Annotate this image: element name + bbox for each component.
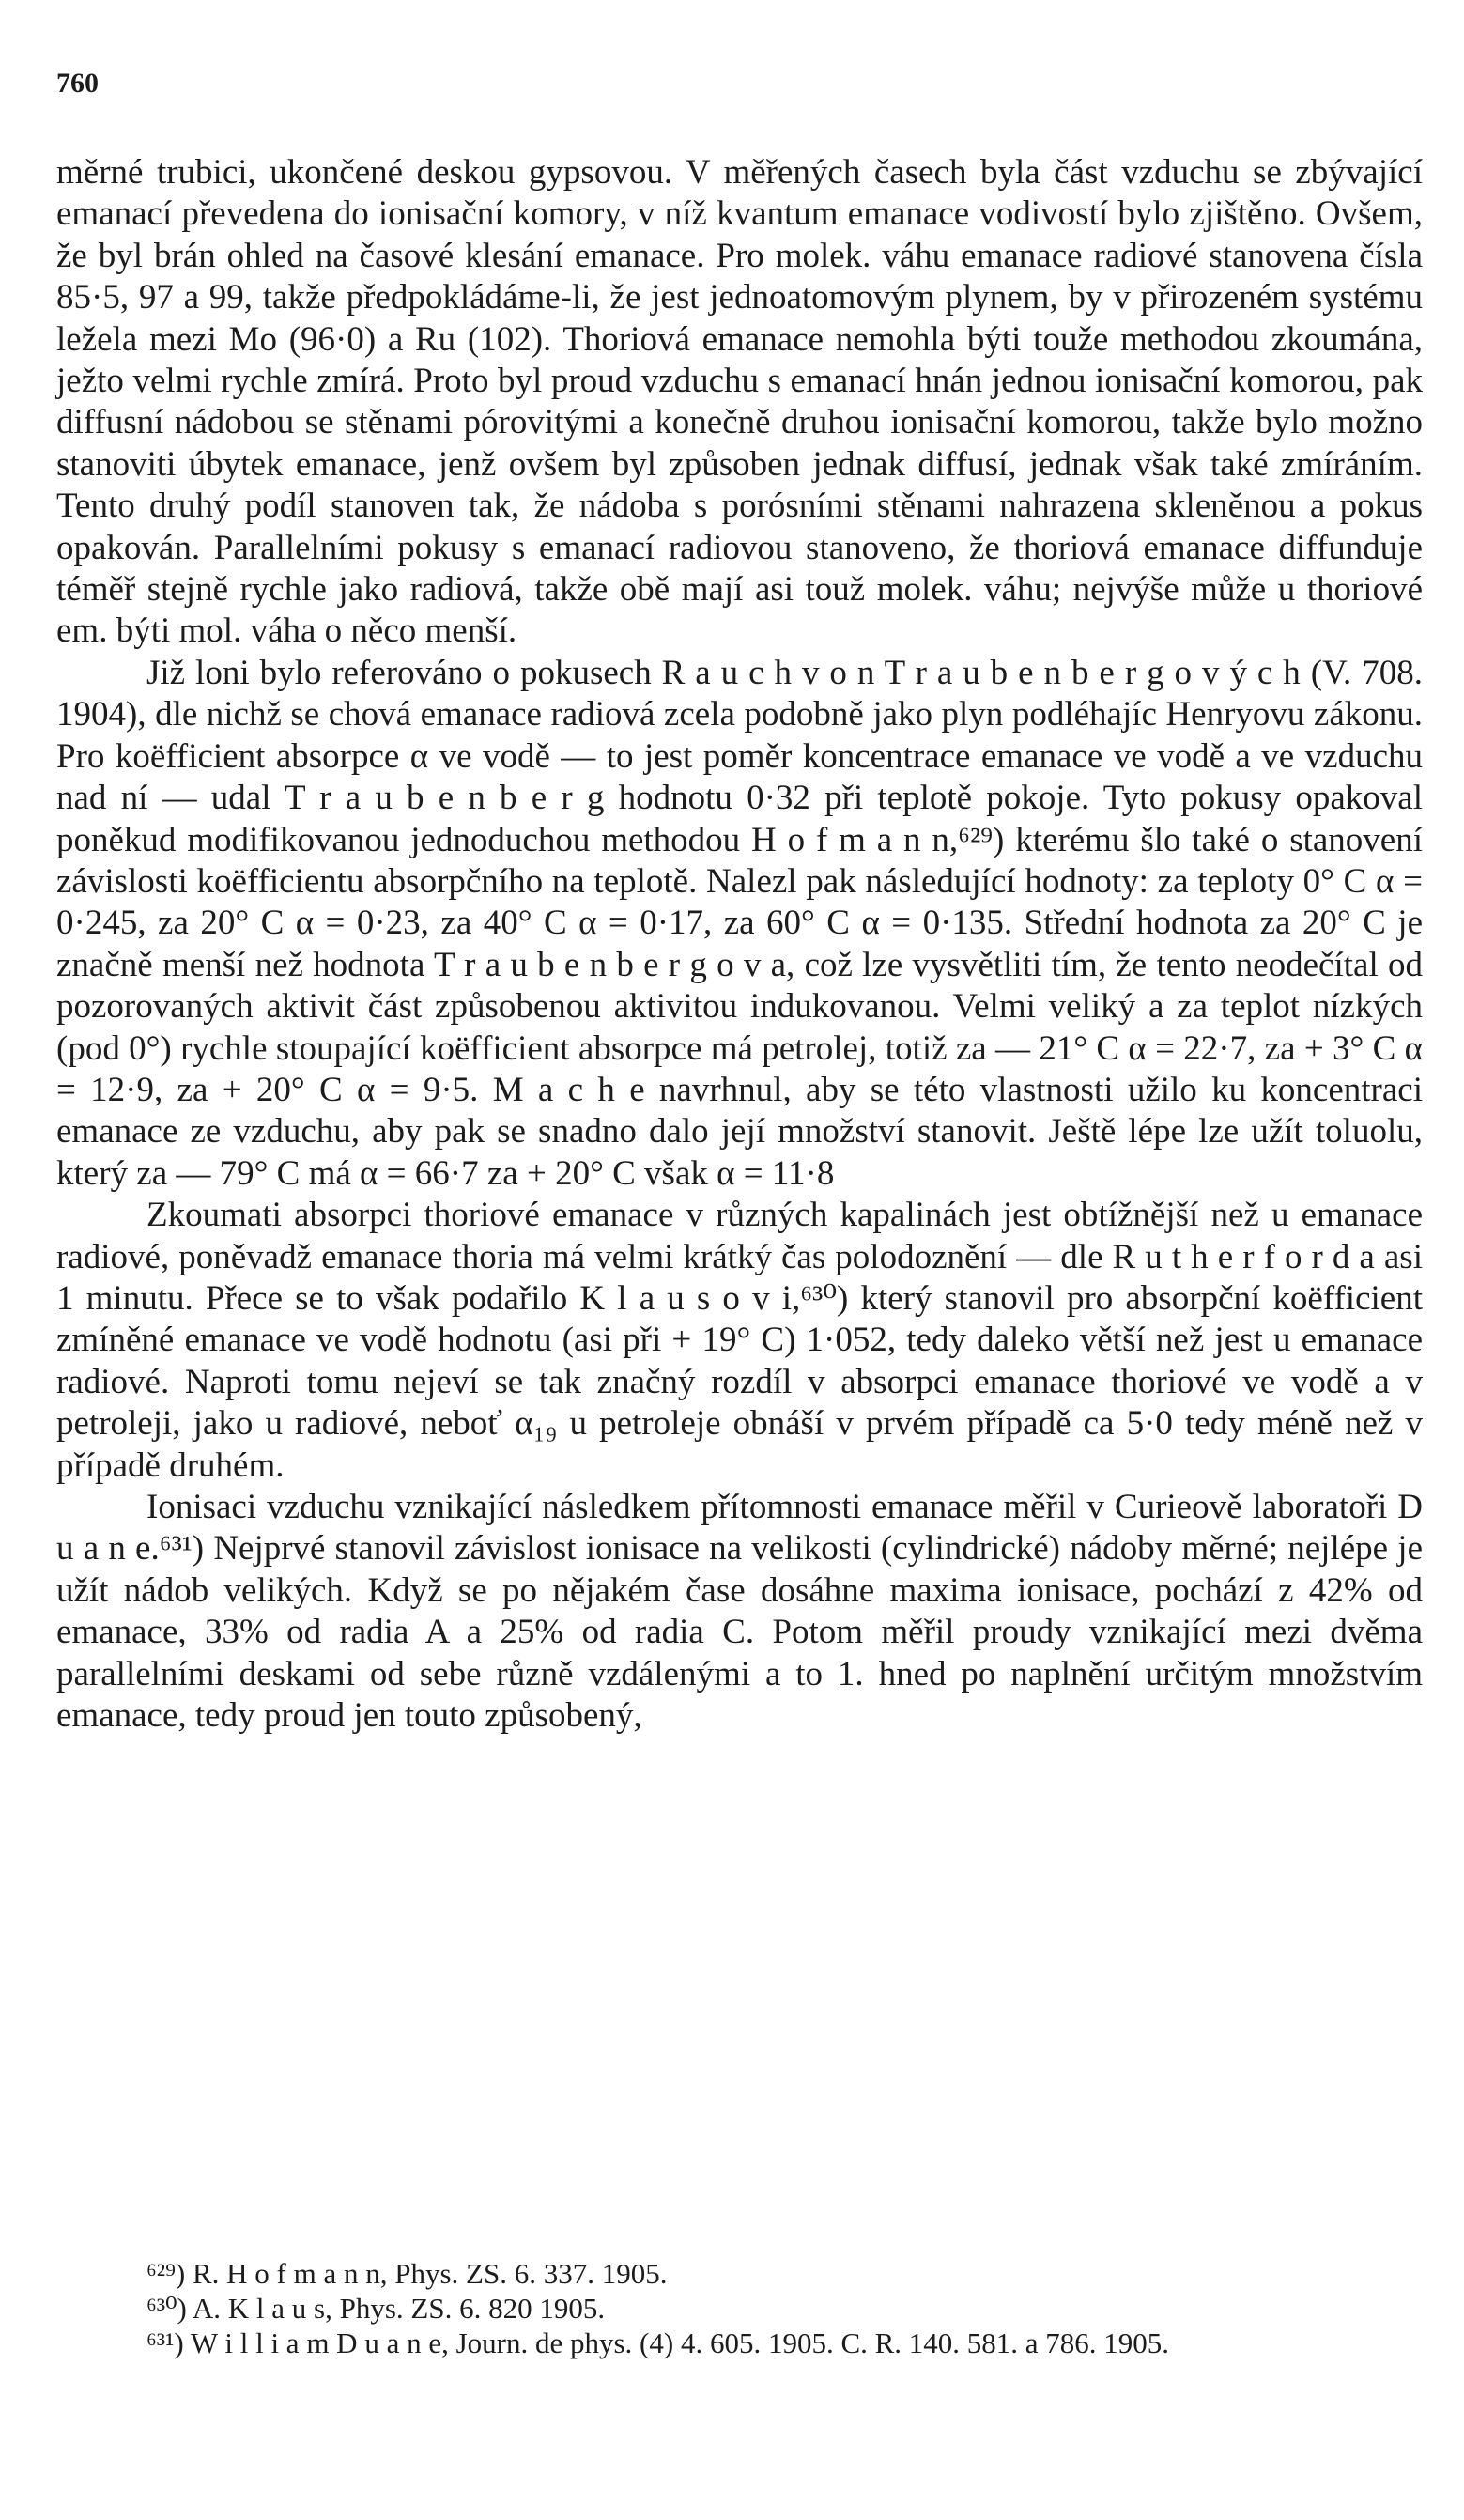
- page-number: 760: [56, 68, 99, 99]
- footnote: ⁶³¹) W i l l i a m D u a n e, Journ. de phys. (4) 4. 605. 1905. C. R. 140. 581. a 786. 1905.: [146, 2327, 1170, 2359]
- footnote: ⁶²⁹) R. H o f m a n n, Phys. ZS. 6. 337. 1905.: [146, 2257, 668, 2290]
- paragraph: Již loni bylo referováno o pokusech R a u c h v o n T r a u b e n b e r g o v ý c h (V. 708. 1904), dle nichž se chová emanace radiová zcela podobně jako plyn podléhajíc Henryovu zákonu. Pro koëfficient absorpce α ve vodě — to jest poměr koncentrace emanace ve vodě a ve vzduchu nad ní — udal T r a u b e n b e r g hodnotu 0·32 při teplotě pokoje. Tyto pokusy opakoval poněkud modifikovanou jednoduchou methodou H o f m a n n,⁶²⁹) kterému šlo také o stanovení závislosti koëfficientu absorpčního na teplotě. Nalezl pak následující hodnoty: za teploty 0° C α = 0·245, za 20° C α = 0·23, za 40° C α = 0·17, za 60° C α = 0·135. Střední hodnota za 20° C je značně menší než hodnota T r a u b e n b e r g o v a, což lze vysvětliti tím, že tento neodečítal od pozorovaných aktivit část způsobenou aktivitou indukovanou. Velmi veliký a za teplot nízkých (pod 0°) rychle stoupající koëfficient absorpce má petrolej, totiž za — 21° C α = 22·7, za + 3° C α = 12·9, za + 20° C α = 9·5. M a c h e navrhnul, aby se této vlastnosti užilo ku koncentraci emanace ze vzduchu, aby pak se snadno dalo její množství stanovit. Ještě lépe lze užít toluolu, který za — 79° C má α = 66·7 za + 20° C však α = 11·8: [56, 653, 1423, 1193]
- footnote: ⁶³⁰) A. K l a u s, Phys. ZS. 6. 820 1905.: [146, 2292, 606, 2325]
- paragraph: Ionisaci vzduchu vznikající následkem přítomnosti emanace měřil v Curieově laboratoři D u a n e.⁶³¹) Nejprvé stanovil závislost ionisace na velikosti (cylindrické) nádoby měrné; nejlépe je užít nádob velikých. Když se po nějakém čase dosáhne maxima ionisace, pochází z 42% od emanace, 33% od radia A a 25% od radia C. Potom měřil proudy vznikající mezi dvěma parallelními deskami od sebe různě vzdálenými a to 1. hned po naplnění určitým množstvím emanace, tedy proud jen touto způsobený,: [56, 1488, 1423, 1736]
- body-text: [56, 152, 1423, 1737]
- footnotes: [56, 2256, 1423, 2360]
- paragraph: měrné trubici, ukončené deskou gypsovou. V měřených časech byla část vzduchu se zbývající emanací převedena do ionisační komory, v níž kvantum emanace vodivostí bylo zjištěno. Ovšem, že byl brán ohled na časové klesání emanace. Pro molek. váhu emanace radiové stanovena čísla 85·5, 97 a 99, takže předpokládáme-li, že jest jednoatomovým plynem, by v přirozeném systému ležela mezi Mo (96·0) a Ru (102). Thoriová emanace nemohla býti touže methodou zkoumána, ježto velmi rychle zmírá. Proto byl proud vzduchu s emanací hnán jednou ionisační komorou, pak diffusní nádobou se stěnami pórovitými a konečně druhou ionisační komorou, takže bylo možno stanoviti úbytek emanace, jenž ovšem byl způsoben jednak diffusí, jednak však také zmíráním. Tento druhý podíl stanoven tak, že nádoba s porósními stěnami nahrazena skleněnou a pokus opakován. Parallelními pokusy s emanací radiovou stanoveno, že thoriová emanace diffunduje téměř stejně rychle jako radiová, takže obě mají asi touž molek. váhu; nejvýše může u thoriové em. býti mol. váha o něco menší.: [56, 153, 1423, 651]
- paragraph: Zkoumati absorpci thoriové emanace v různých kapalinách jest obtížnější než u emanace radiové, poněvadž emanace thoria má velmi krátký čas polodoznění — dle R u t h e r f o r d a asi 1 minutu. Přece se to však podařilo K l a u s o v i,⁶³⁰) který stanovil pro absorpční koëfficient zmíněné emanace ve vodě hodnotu (asi při + 19° C) 1·052, tedy daleko větší než jest u emanace radiové. Naproti tomu nejeví se tak značný rozdíl v absorpci emanace thoriové ve vodě a v petroleji, jako u radiové, neboť α₁₉ u petroleje obnáší v prvém případě ca 5·0 tedy méně než v případě druhém.: [56, 1196, 1423, 1485]
